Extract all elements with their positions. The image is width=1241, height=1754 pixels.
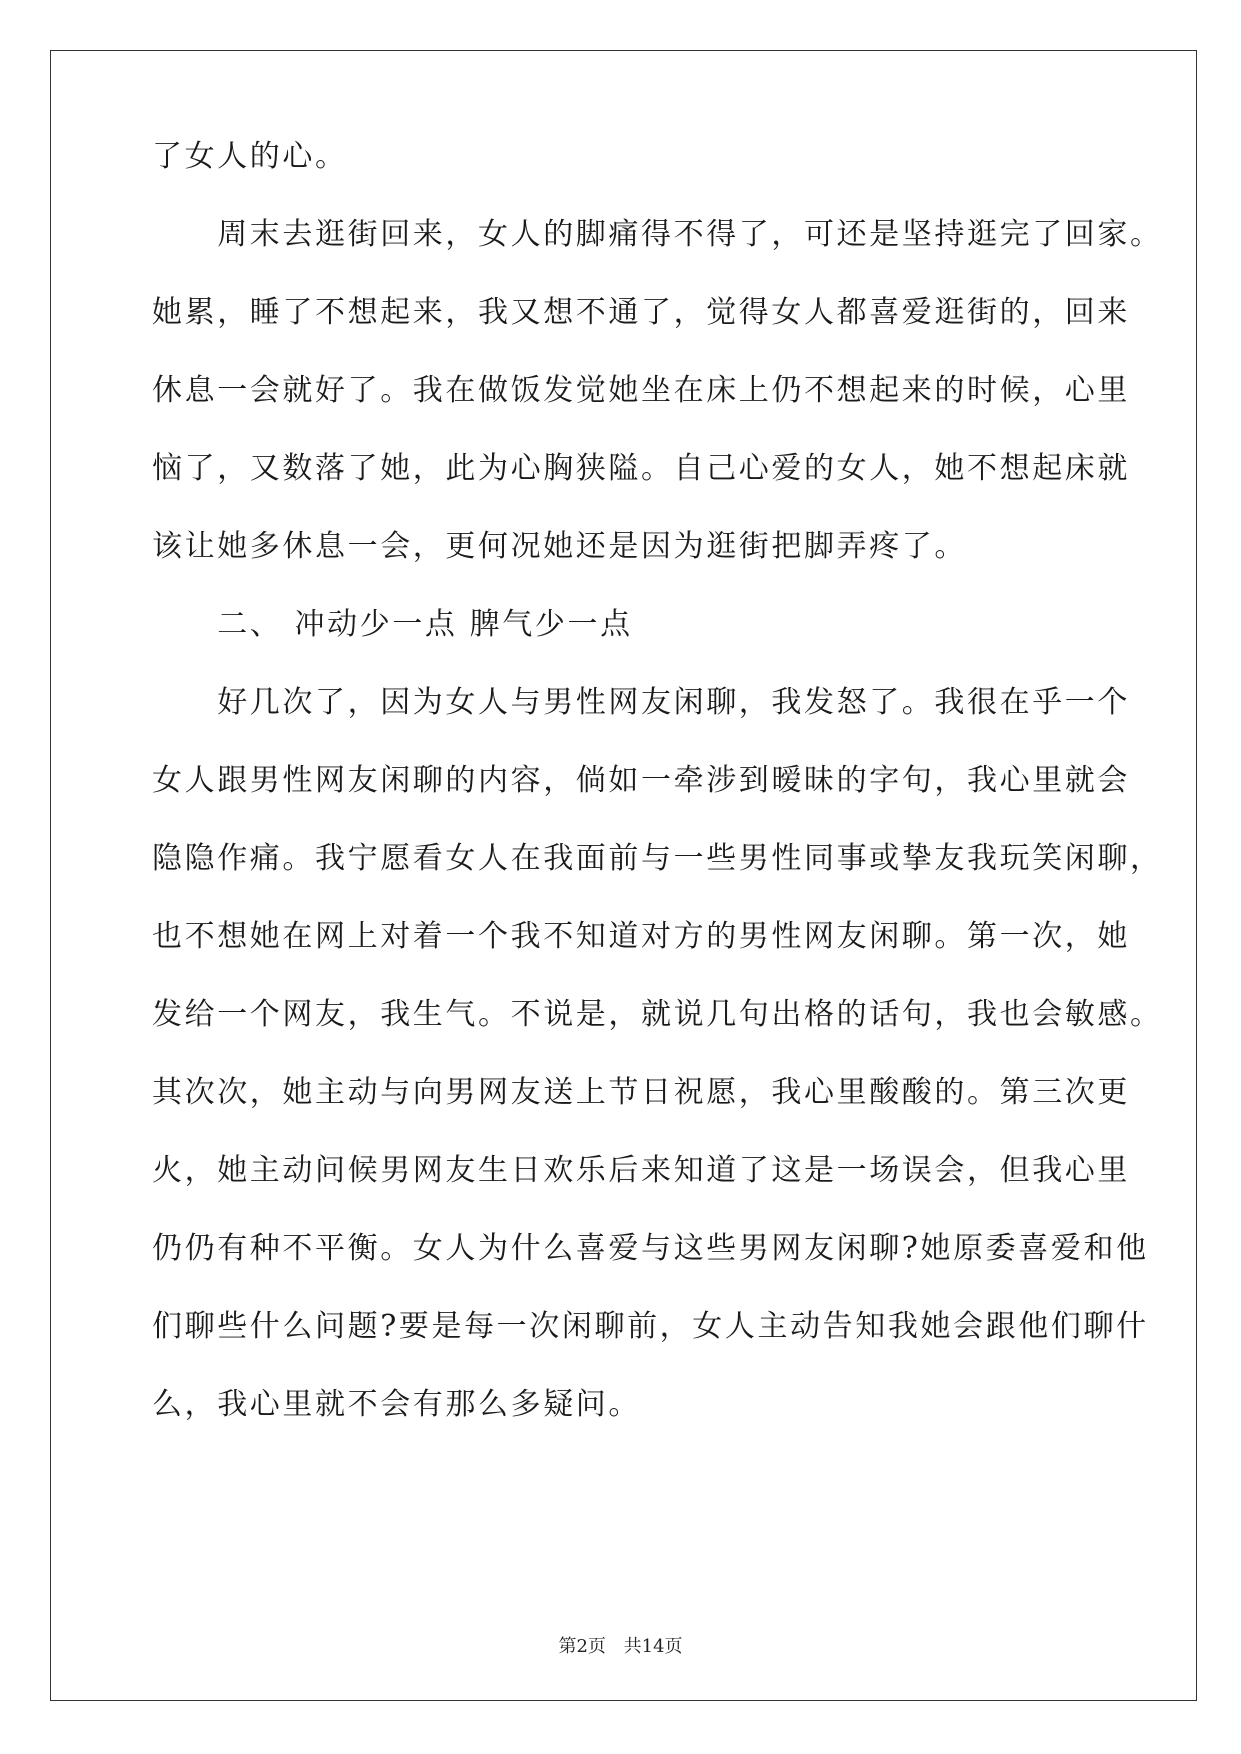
text-line: 发给一个网友，我生气。不说是，就说几句出格的话句，我也会敏感。 <box>152 997 1163 1032</box>
text-line: 周末去逛街回来，女人的脚痛得不得了，可还是坚持逛完了回家。 <box>152 217 1163 252</box>
text-line: 其次次，她主动与向男网友送上节日祝愿，我心里酸酸的。第三次更 <box>152 1075 1130 1110</box>
text-line: 恼了，又数落了她，此为心胸狭隘。自己心爱的女人，她不想起床就 <box>152 451 1130 486</box>
section-heading: 二、 冲动少一点 脾气少一点 <box>152 607 633 642</box>
text-line: 好几次了，因为女人与男性网友闲聊，我发怒了。我很在乎一个 <box>152 685 1130 720</box>
page-number: 第2页 <box>558 1636 606 1657</box>
text-line: 火，她主动问候男网友生日欢乐后来知道了这是一场误会，但我心里 <box>152 1153 1130 1188</box>
page-footer <box>0 1632 1241 1658</box>
text-line: 隐隐作痛。我宁愿看女人在我面前与一些男性同事或挚友我玩笑闲聊， <box>152 841 1163 876</box>
body-text <box>152 139 1163 1444</box>
text-line: 她累，睡了不想起来，我又想不通了，觉得女人都喜爱逛街的，回来 <box>152 295 1130 330</box>
text-line: 们聊些什么问题?要是每一次闲聊前，女人主动告知我她会跟他们聊什 <box>152 1309 1149 1344</box>
text-line: 也不想她在网上对着一个我不知道对方的男性网友闲聊。第一次，她 <box>152 919 1130 954</box>
text-line: 么，我心里就不会有那么多疑问。 <box>152 1387 641 1422</box>
text-line: 女人跟男性网友闲聊的内容，倘如一牵涉到暧昧的字句，我心里就会 <box>152 763 1130 798</box>
text-line: 该让她多休息一会，更何况她还是因为逛街把脚弄疼了。 <box>152 529 967 564</box>
text-line: 了女人的心。 <box>152 139 348 174</box>
text-line: 仍仍有种不平衡。女人为什么喜爱与这些男网友闲聊?她原委喜爱和他 <box>152 1231 1149 1266</box>
text-line: 休息一会就好了。我在做饭发觉她坐在床上仍不想起来的时候，心里 <box>152 373 1130 408</box>
page-total: 共14页 <box>623 1636 683 1657</box>
